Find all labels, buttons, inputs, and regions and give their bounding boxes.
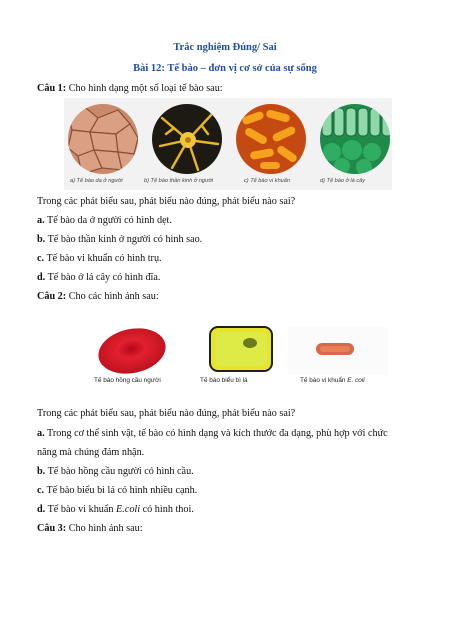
q3-label: Câu 3:	[37, 523, 67, 534]
option-text: Tế bào thần kinh ở người có hình sao.	[45, 234, 203, 245]
q2-option-d	[37, 504, 194, 515]
caption-skin-cell: a) Tế bào da ở người	[70, 178, 123, 184]
q2-option-a	[37, 428, 388, 439]
q2-option-b	[37, 466, 194, 477]
option-text: Tế bào da ở người có hình dẹt.	[44, 215, 172, 226]
caption-leaf-cell: d) Tế bào ở lá cây	[320, 178, 366, 184]
q2-label: Câu 2:	[37, 291, 67, 302]
neuron-cell-image	[152, 104, 222, 174]
q2-cell-drawings	[94, 321, 394, 381]
caption-ecoli-italic: E. coli	[347, 377, 365, 384]
q1-statement-intro: Trong các phát biểu sau, phát biểu nào đúng, phát biểu nào sai?	[37, 196, 296, 207]
q1-option-a	[37, 215, 172, 226]
caption-leaf-epidermis: Tế bào biểu bì lá	[200, 377, 248, 384]
page-title: Trắc nghiệm Đúng/ Sai	[173, 42, 277, 53]
q2-option-c	[37, 485, 197, 496]
option-letter: a.	[37, 428, 45, 439]
red-blood-cell-icon	[94, 322, 170, 379]
q1-label: Câu 1:	[37, 83, 67, 94]
option-letter: a.	[37, 215, 45, 226]
leaf-cell-image	[320, 104, 390, 174]
q1-prompt	[37, 83, 223, 94]
option-text: Tế bào ở lá cây có hình đĩa.	[45, 272, 161, 283]
q2-cell-figure	[94, 321, 394, 393]
option-text: Tế bào hồng cầu người có hình cầu.	[45, 466, 194, 477]
caption-red-blood-cell: Tế bào hồng cầu người	[94, 377, 161, 384]
option-text: Tế bào biểu bì lá có hình nhiều cạnh.	[44, 485, 198, 496]
option-letter: d.	[37, 272, 46, 283]
option-letter: d.	[37, 504, 46, 515]
skin-cell-image	[68, 104, 138, 174]
q3-prompt	[37, 523, 143, 534]
q1-option-d	[37, 272, 160, 283]
q2-statement-intro: Trong các phát biểu sau, phát biểu nào đúng, phát biểu nào sai?	[37, 408, 296, 419]
option-text: Tế bào vi khuẩn có hình trụ.	[44, 253, 162, 264]
q1-prompt-text: Cho hình dạng một số loại tế bào sau:	[66, 83, 223, 94]
q2-prompt-text: Cho các hình ảnh sau:	[66, 291, 159, 302]
caption-bacteria-cell: c) Tế bào vi khuẩn	[244, 178, 291, 184]
q3-prompt-text: Cho hình ảnh sau:	[66, 523, 143, 534]
option-italic: E.coli	[116, 504, 141, 515]
option-letter: b.	[37, 466, 46, 477]
q2-option-a-cont: năng mà chúng đảm nhận.	[37, 447, 145, 458]
option-letter: b.	[37, 234, 46, 245]
caption-ecoli	[300, 377, 365, 384]
q1-option-c	[37, 253, 162, 264]
option-text: Trong cơ thể sinh vật, tế bào có hình dạng và kích thước đa dạng, phù hợp với chức	[44, 428, 388, 439]
option-text: có hình thoi.	[140, 504, 194, 515]
caption-ecoli-prefix: Tế bào vi khuẩn	[300, 377, 348, 384]
q2-prompt	[37, 291, 159, 302]
option-letter: c.	[37, 485, 45, 496]
option-text: Tế bào vi khuẩn	[45, 504, 117, 515]
bacteria-cell-image	[236, 104, 306, 174]
q1-option-b	[37, 234, 202, 245]
caption-neuron-cell: b) Tế bào thần kinh ở người	[144, 178, 214, 184]
lesson-title: Bài 12: Tế bào – đơn vị cơ sở của sự sống	[133, 63, 317, 74]
q1-cell-figure	[64, 98, 392, 190]
option-letter: c.	[37, 253, 45, 264]
